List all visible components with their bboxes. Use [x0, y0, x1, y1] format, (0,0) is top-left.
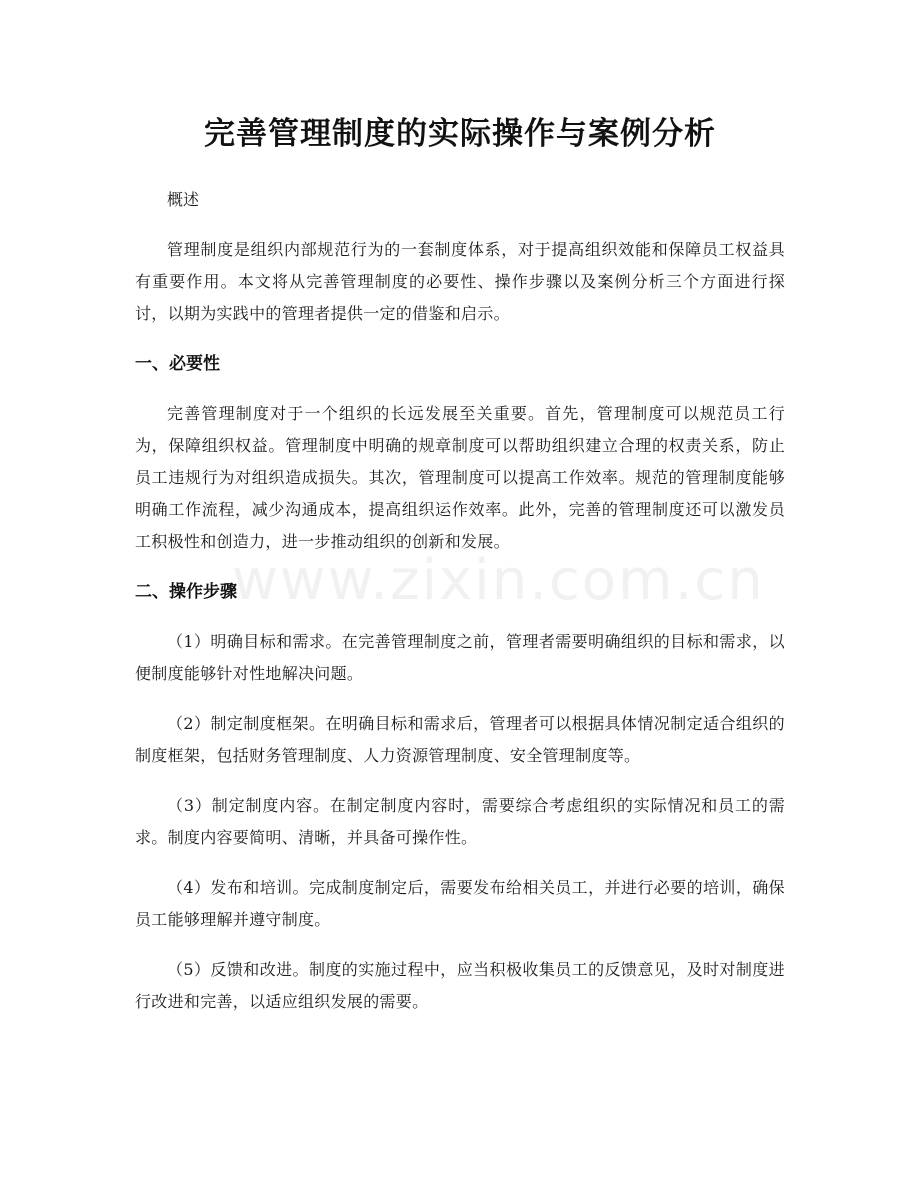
overview-paragraph: 管理制度是组织内部规范行为的一套制度体系，对于提高组织效能和保障员工权益具有重要作用。本文将从完善管理制度的必要性、操作步骤以及案例分析三个方面进行探讨，以期为实践中的管理者提供一定的借鉴和启示。: [135, 240, 785, 323]
step-paragraph: （1）明确目标和需求。在完善管理制度之前，管理者需要明确组织的目标和需求，以便制度能够针对性地解决问题。: [135, 632, 785, 683]
overview-label: 概述: [167, 190, 200, 209]
section-heading-steps: 二、操作步骤: [135, 582, 237, 602]
section-heading-necessity: 一、必要性: [135, 354, 220, 374]
page-title: 完善管理制度的实际操作与案例分析: [204, 116, 716, 152]
document-body: [135, 184, 785, 1036]
step-paragraph: （2）制定制度框架。在明确目标和需求后，管理者可以根据具体情况制定适合组织的制度框架，包括财务管理制度、人力资源管理制度、安全管理制度等。: [135, 714, 785, 765]
step-paragraph: （5）反馈和改进。制度的实施过程中，应当积极收集员工的反馈意见，及时对制度进行改进和完善，以适应组织发展的需要。: [135, 960, 785, 1011]
watermark: www.zixin.com.cn: [232, 548, 765, 613]
step-paragraph: （3）制定制度内容。在制定制度内容时，需要综合考虑组织的实际情况和员工的需求。制度内容要简明、清晰，并具备可操作性。: [135, 796, 785, 847]
necessity-paragraph: 完善管理制度对于一个组织的长远发展至关重要。首先，管理制度可以规范员工行为，保障组织权益。管理制度中明确的规章制度可以帮助组织建立合理的权责关系，防止员工违规行为对组织造成损失。其次，管理制度可以提高工作效率。规范的管理制度能够明确工作流程，减少沟通成本，提高组织运作效率。此外，完善的管理制度还可以激发员工积极性和创造力，进一步推动组织的创新和发展。: [135, 404, 785, 551]
step-paragraph: （4）发布和培训。完成制度制定后，需要发布给相关员工，并进行必要的培训，确保员工能够理解并遵守制度。: [135, 878, 785, 929]
